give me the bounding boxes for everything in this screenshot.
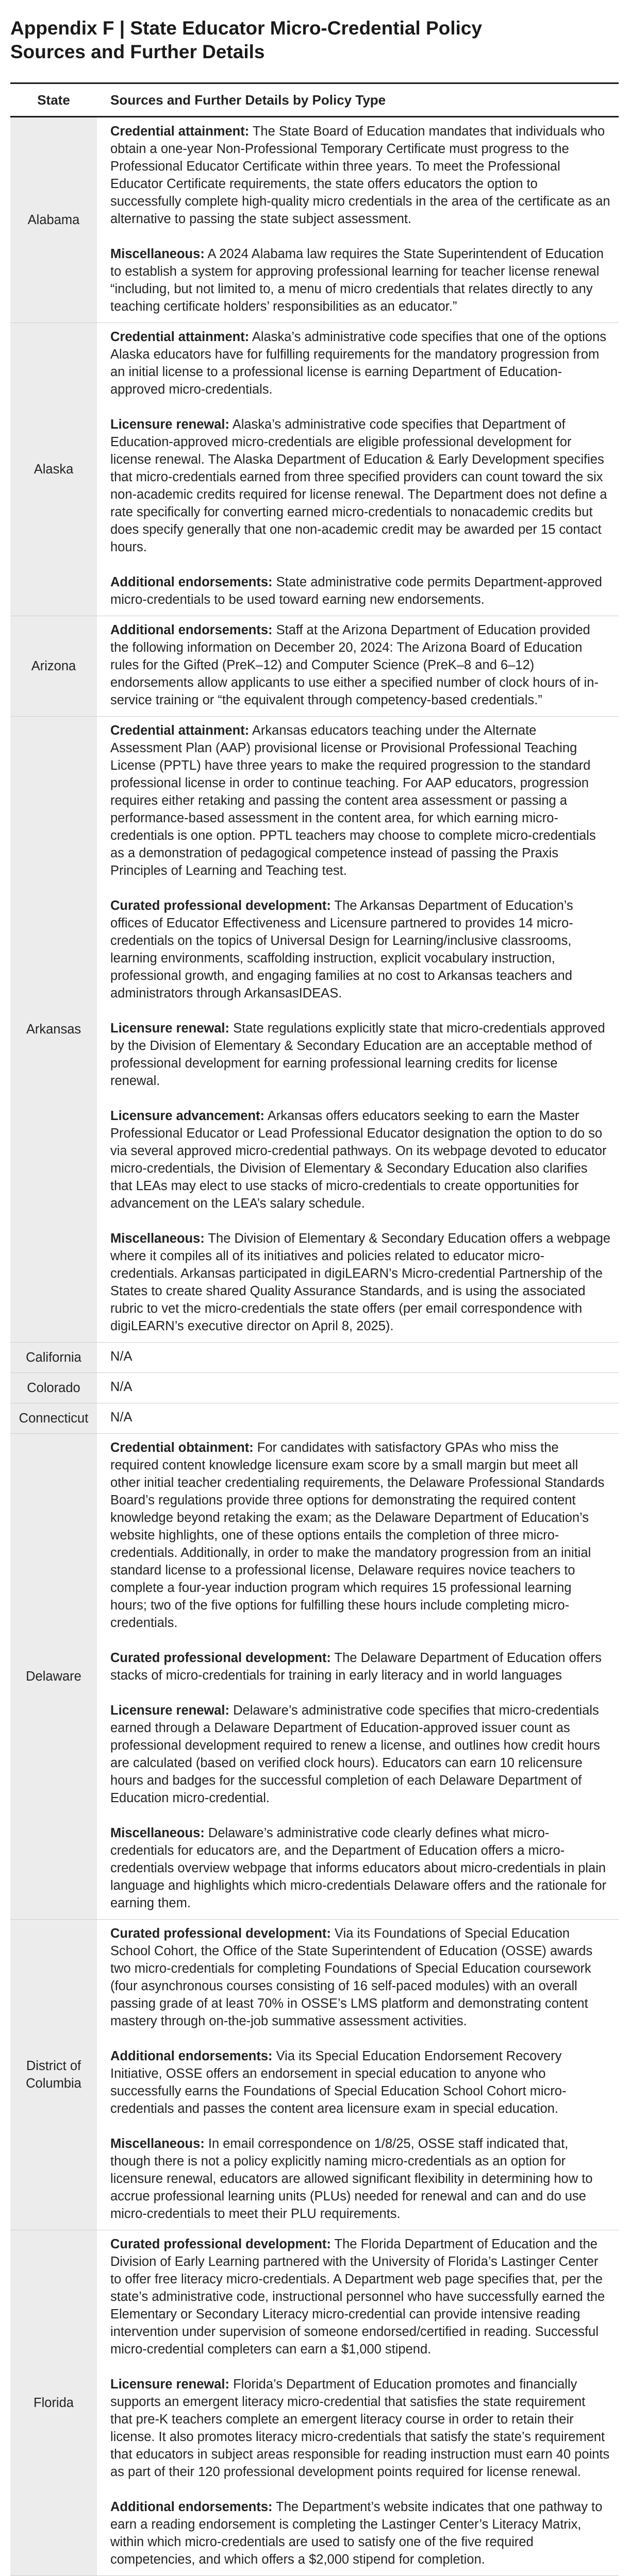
policy-entry xyxy=(110,1649,610,1684)
table-body xyxy=(10,117,619,2576)
state-name-cell: Colorado xyxy=(10,1373,97,1403)
policy-description: The Arkansas Department of Education’s offices of Educator Effectiveness and Licensure partnered to provides 14 micro-credentials on the topics of Universal Design for Learning/inclusive classrooms, learning environments, scaffolding instruction, explicit vocabulary instruction, professional growth, and engaging families at no cost to Arkansas teachers and administrators through ArkansasIDEAS. xyxy=(110,899,573,1001)
state-name-cell: Connecticut xyxy=(10,1403,97,1434)
policy-description: Delaware’s administrative code clearly defines what micro-credentials for educators are, and the Department of Education offers a micro-credentials overview webpage that informs educators about micro-credentials in plain language and highlights which micro-credentials Delaware offers and the rationale for earning them. xyxy=(110,1826,607,1910)
policy-description: Via its Special Education Endorsement Recovery Initiative, OSSE offers an endorsement in special education to anyone who successfully earns the Foundations of Special Education School Cohort micro-credentials and passes the content area licensure exam in special education. xyxy=(110,2049,567,2116)
state-name-cell: District of Columbia xyxy=(10,1920,97,2230)
details-column-header: Sources and Further Details by Policy Type xyxy=(97,83,619,117)
policy-description: In email correspondence on 1/8/25, OSSE staff indicated that, though there is not a policy explicitly naming micro-credentials as an option for licensure renewal, educators are allowed significant flexibility in determining how to accrue professional learning units (PLUs) needed for renewal and can and do use micro-credentials to meet their PLU requirements. xyxy=(110,2137,593,2221)
policy-type-label: Licensure renewal: xyxy=(110,417,230,432)
policy-entry xyxy=(110,897,610,1002)
policy-description: Alaska’s administrative code specifies that Department of Education-approved micro-credentials are eligible professional development for license renewal. The Alaska Department of Education & Early Development specifies that micro-credentials earned from three specified providers can count toward the six non-academic credits required for license renewal. The Department does not define a rate specifically for converting earned micro-credentials to nonacademic credits but does specify generally that one non-academic credit may be awarded per 15 contact hours. xyxy=(110,417,607,554)
not-applicable-value: N/A xyxy=(110,1410,133,1425)
table-row xyxy=(10,2230,619,2576)
policy-table xyxy=(10,82,619,2576)
policy-description: The Florida Department of Education and the Division of Early Learning partnered with the University of Florida’s Lastinger Center to offer free literacy micro-credentials. A Department web page specifies that, per the state’s administrative code, instructional personnel who have successfully earned the Elementary or Secondary Literacy micro-credential can provide intensive reading intervention under supervision of someone endorsed/certified in reading. Successful micro-credential completers can earn a $1,000 stipend. xyxy=(110,2237,605,2357)
policy-type-label: Miscellaneous: xyxy=(110,1231,205,1246)
policy-type-label: Curated professional development: xyxy=(110,899,331,913)
details-cell xyxy=(97,717,619,1343)
table-row xyxy=(10,1920,619,2230)
policy-description: Delaware’s administrative code specifies that micro-credentials earned through a Delaware Department of Education-approved issuer count as professional development required to renew a license, and outlines how credit hours are calculated (based on verified clock hours). Educators can earn 10 relicensure hours and badges for the successful completion of each Delaware Department of Education micro-credential. xyxy=(110,1703,600,1805)
policy-type-label: Curated professional development: xyxy=(110,2237,331,2251)
policy-entry xyxy=(110,1439,610,1632)
policy-type-label: Licensure renewal: xyxy=(110,2377,230,2392)
policy-description: A 2024 Alabama law requires the State Superintendent of Education to establish a system for approving professional learning for teacher license renewal “including, but not limited to, a menu of micro credentials that relates directly to any teaching certificate holders’ responsibilities as an educator.” xyxy=(110,247,604,314)
policy-description: State administrative code permits Department-approved micro-credentials to be used toward earning new endorsements. xyxy=(110,575,602,607)
state-name-cell: California xyxy=(10,1343,97,1373)
policy-description: The Division of Elementary & Secondary Education offers a webpage where it compiles all of its initiatives and policies related to educator micro-credentials. Arkansas participated in digiLEARN’s Micro-credential Partnership of the States to create shared Quality Assurance Standards, and is using the associated rubric to vet the micro-credentials the state offers (per email correspondence with digiLEARN’s executive director on April 8, 2025). xyxy=(110,1231,610,1333)
policy-entry xyxy=(110,573,610,608)
policy-entry xyxy=(110,1702,610,1807)
details-cell xyxy=(97,2230,619,2576)
policy-type-label: Miscellaneous: xyxy=(110,247,205,261)
policy-type-label: Curated professional development: xyxy=(110,1651,331,1665)
details-cell xyxy=(97,616,619,717)
policy-type-label: Miscellaneous: xyxy=(110,2137,205,2151)
policy-entry xyxy=(110,416,610,556)
policy-entry xyxy=(110,2498,610,2568)
policy-type-label: Credential attainment: xyxy=(110,330,250,344)
state-name-cell: Arkansas xyxy=(10,717,97,1343)
policy-description: The State Board of Education mandates that individuals who obtain a one-year Non-Professional Temporary Certificate must progress to the Professional Educator Certificate within three years. To meet the Professional Educator Certificate requirements, the state offers educators the option to successfully complete high-quality micro credentials in the area of the certificate as an alternative to passing the state subject assessment. xyxy=(110,124,610,226)
state-name-cell: Alaska xyxy=(10,323,97,616)
policy-description: Via its Foundations of Special Education School Cohort, the Office of the State Superintendent of Education (OSSE) awards two micro-credentials for completing Foundations of Special Education coursework (four asynchronous courses consisting of 16 self-paced modules) with an overall passing grade of at least 70% in OSSE’s LMS platform and demonstrating content mastery through on-the-job summative assessment activities. xyxy=(110,1926,593,2028)
policy-type-label: Additional endorsements: xyxy=(110,2500,273,2514)
page-title: Appendix F | State Educator Micro-Credential Policy Sources and Further Details xyxy=(10,18,482,62)
table-header-row xyxy=(10,83,619,117)
policy-entry xyxy=(110,245,610,315)
policy-type-label: Curated professional development: xyxy=(110,1926,331,1941)
policy-entry xyxy=(110,2376,610,2481)
policy-type-label: Credential obtainment: xyxy=(110,1440,254,1455)
table-row xyxy=(10,1434,619,1920)
policy-description: For candidates with satisfactory GPAs who miss the required content knowledge licensure exam score by a small margin but meet all other initial teacher credentialing requirements, the Delaware Professional Standards Board’s regulations provide three options for demonstrating the required content knowledge beyond retaking the exam; as the Delaware Department of Education’s website highlights, one of these options entails the completion of three micro-credentials. Additionally, in order to make the mandatory progression from an initial standard license to a professional license, Delaware requires novice teachers to complete a four-year induction program which requires 15 professional learning hours; two of the five options for fulfilling these hours include completing micro-credentials. xyxy=(110,1440,605,1630)
policy-entry xyxy=(110,328,610,398)
policy-description: Staff at the Arizona Department of Education provided the following information on December 20, 2024: The Arizona Board of Education rules for the Gifted (PreK–12) and Computer Science (PreK–8 and 6–12) endorsements allow applicants to use either a specified number of clock hours of in-service training or “the equivalent through competency-based credentials.” xyxy=(110,623,599,707)
policy-type-label: Additional endorsements: xyxy=(110,575,273,589)
policy-entry xyxy=(110,722,610,879)
state-name-cell: Florida xyxy=(10,2230,97,2576)
not-applicable-value: N/A xyxy=(110,1380,133,1394)
policy-entry xyxy=(110,2235,610,2358)
policy-entry xyxy=(110,1925,610,2030)
policy-entry xyxy=(110,2135,610,2223)
policy-description: The Department’s website indicates that one pathway to earn a reading endorsement is completing the Lastinger Center’s Literacy Matrix, within which micro-credentials are used to satisfy one of the five required competencies, and which offers a $2,000 stipend for completion. xyxy=(110,2500,603,2567)
details-cell xyxy=(97,1434,619,1920)
details-cell xyxy=(97,1920,619,2230)
policy-type-label: Additional endorsements: xyxy=(110,2049,273,2063)
state-name-cell: Alabama xyxy=(10,117,97,323)
table-row xyxy=(10,1373,619,1403)
state-name-cell: Delaware xyxy=(10,1434,97,1920)
policy-description: Arkansas educators teaching under the Alternate Assessment Plan (AAP) provisional license or Provisional Professional Teaching License (PPTL) have three years to make the required progression to the standard professional license in order to continue teaching. For AAP educators, progression requires either retaking and passing the content area assessment or passing a performance-based assessment in the content area, for which earning micro-credentials is one option. PPTL teachers may choose to complete micro-credentials as a demonstration of pedagogical competence instead of passing the Praxis Principles of Learning and Teaching test. xyxy=(110,723,596,878)
policy-type-label: Credential attainment: xyxy=(110,723,250,738)
policy-description: Arkansas offers educators seeking to earn the Master Professional Educator or Lead Professional Educator designation the option to do so via several approved micro-credential pathways. On its webpage devoted to educator micro-credentials, the Division of Elementary & Secondary Education also clarifies that LEAs may elect to use stacks of micro-credentials to create opportunities for advancement on the LEA’s salary schedule. xyxy=(110,1109,607,1211)
policy-description: Alaska’s administrative code specifies that one of the options Alaska educators have for fulfilling requirements for the mandatory progression from an initial license to a professional license is earning Department of Education-approved micro-credentials. xyxy=(110,330,606,397)
table-row xyxy=(10,1403,619,1434)
policy-entry xyxy=(110,123,610,228)
table-row xyxy=(10,323,619,616)
policy-description: State regulations explicitly state that micro-credentials approved by the Division of Elementary & Secondary Education are an acceptable method of professional development for earning professional learning credits for license renewal. xyxy=(110,1021,605,1088)
policy-entry xyxy=(110,621,610,709)
details-cell xyxy=(97,1403,619,1434)
policy-type-label: Licensure advancement: xyxy=(110,1109,265,1123)
policy-entry xyxy=(110,2047,610,2117)
table-row xyxy=(10,117,619,323)
state-name-cell: Arizona xyxy=(10,616,97,717)
policy-type-label: Licensure renewal: xyxy=(110,1703,230,1718)
table-row xyxy=(10,717,619,1343)
policy-type-label: Licensure renewal: xyxy=(110,1021,230,1036)
policy-type-label: Additional endorsements: xyxy=(110,623,273,637)
policy-description: Florida’s Department of Education promotes and financially supports an emergent literacy micro-credential that satisfies the state requirement that pre-K teachers complete an emergent literacy course in order to retain their license. It also promotes literacy micro-credentials that satisfy the state’s requirement that educators in subject areas responsible for reading instruction must earn 40 points as part of their 120 professional development points required for license renewal. xyxy=(110,2377,610,2479)
table-row xyxy=(10,1343,619,1373)
policy-entry xyxy=(110,1107,610,1212)
table-row xyxy=(10,616,619,717)
policy-type-label: Miscellaneous: xyxy=(110,1826,205,1840)
details-cell xyxy=(97,323,619,616)
details-cell xyxy=(97,1343,619,1373)
policy-description: The Delaware Department of Education offers stacks of micro-credentials for training in early literacy and in world languages xyxy=(110,1651,602,1683)
policy-entry xyxy=(110,1020,610,1090)
not-applicable-value: N/A xyxy=(110,1349,133,1364)
policy-type-label: Credential attainment: xyxy=(110,124,250,139)
policy-entry xyxy=(110,1824,610,1912)
details-cell xyxy=(97,117,619,323)
details-cell xyxy=(97,1373,619,1403)
policy-entry xyxy=(110,1230,610,1335)
state-column-header: State xyxy=(10,83,97,117)
